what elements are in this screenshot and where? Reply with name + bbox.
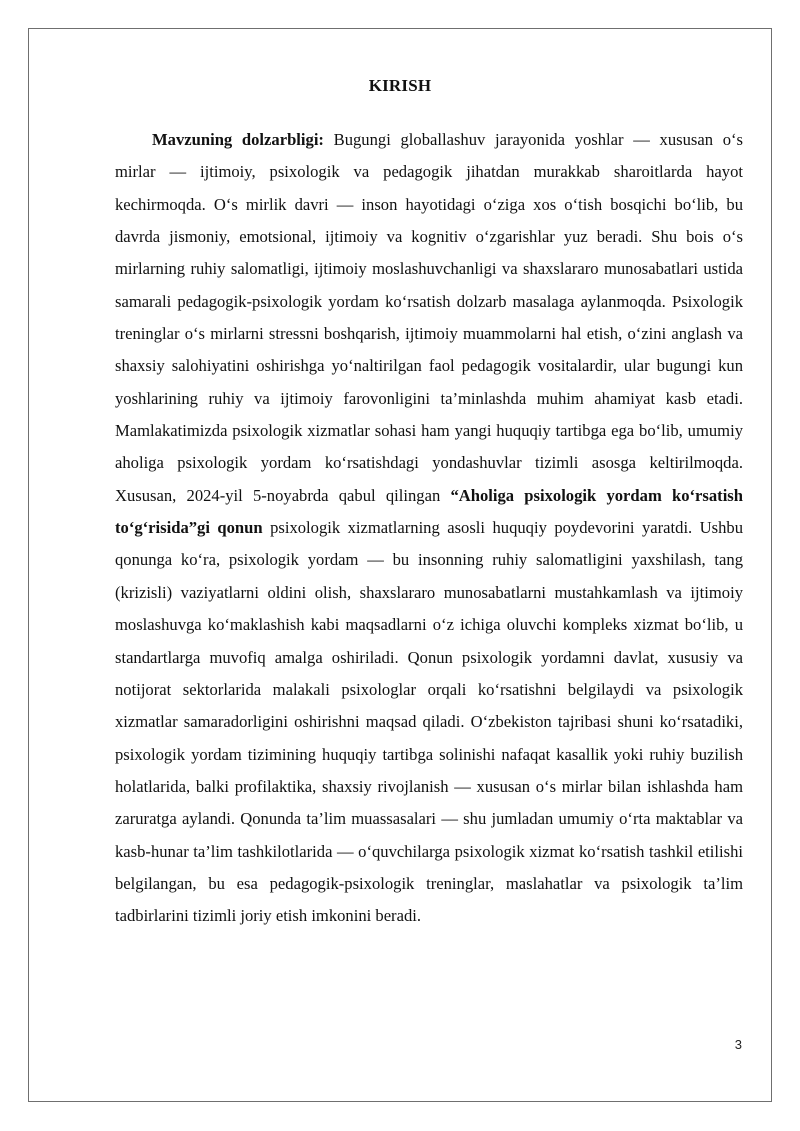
lead-bold-phrase: Mavzuning dolzarbligi: [152, 130, 324, 149]
paragraph-text-part-2: psixologik xizmatlarning asosli huquqiy poydevorini yaratdi. Ushbu qonunga ko‘ra, psixologik yordam — bu insonning ruhiy salomatligini yaxshilash, tang (krizisli) vaziyatlarni oldini olish, shaxslararo munosabatlarni mustahkamlash va ijtimoiy moslashuvga ko‘maklashish kabi maqsadlarni o‘z ichiga oluvchi kompleks xizmat bo‘lib, u standartlarga muvofiq amalga oshiriladi. Qonun psixologik yordamni davlat, xususiy va notijorat sektorlarida malakali psixologlar orqali ko‘rsatishni belgilaydi va psixologik xizmatlar samaradorligini oshirishni maqsad qiladi. O‘zbekiston tajribasi shuni ko‘rsatadiki, psixologik yordam tizimining huquqiy tartibga solinishi nafaqat kasallik yoki ruhiy buzilish holatlarida, balki profilaktika, shaxsiy rivojlanish — xususan o‘s mirlar bilan ishlashda ham zaruratga aylandi. Qonunda ta’lim muassasalari — shu jumladan umumiy o‘rta maktablar va kasb-hunar ta’lim tashkilotlarida — o‘quvchilarga psixologik xizmat ko‘rsatish tashkil etilishi belgilangan, bu esa pedagogik-psixologik treninglar, maslahatlar va psixologik ta’lim tadbirlarini tizimli joriy etish imkonini beradi. [115, 518, 743, 926]
body-paragraph [115, 124, 743, 933]
page-title: KIRISH [368, 76, 432, 95]
paragraph-text-part-1: Bugungi globallashuv jarayonida yoshlar — xususan o‘s mirlar — ijtimoiy, psixologik va pedagogik jihatdan murakkab sharoitlarda hayot kechirmoqda. O‘s mirlik davri — inson hayotidagi o‘ziga xos o‘tish bosqichi bo‘lib, bu davrda jismoniy, emotsional, ijtimoiy va kognitiv o‘zgarishlar yuz beradi. Shu bois o‘s mirlarning ruhiy salomatligi, ijtimoiy moslashuvchanligi va shaxslararo munosabatlari ustida samarali pedagogik-psixologik yordam ko‘rsatish dolzarb masalaga aylanmoqda. Psixologik treninglar o‘s mirlarni stressni boshqarish, ijtimoiy muammolarni hal etish, o‘zini anglash va shaxsiy salohiyatini oshirishga yo‘naltirilgan faol pedagogik vositalardir, ular bugungi kun yoshlarining ruhiy va ijtimoiy farovonligini ta’minlashda muhim ahamiyat kasb etadi. Mamlakatimizda psixologik xizmatlar sohasi ham yangi huquqiy tartibga ega bo‘lib, umumiy aholiga psixologik yordam ko‘rsatishdagi yondashuvlar tizimli asosga keltirilmoqda. Xususan, 2024-yil 5-noyabrda qabul qilingan [115, 130, 743, 505]
page-number: 3 [734, 1037, 742, 1052]
law-title: “Aholiga psixologik yordam ko‘rsatish to‘g‘risida”gi qonun [115, 485, 743, 538]
